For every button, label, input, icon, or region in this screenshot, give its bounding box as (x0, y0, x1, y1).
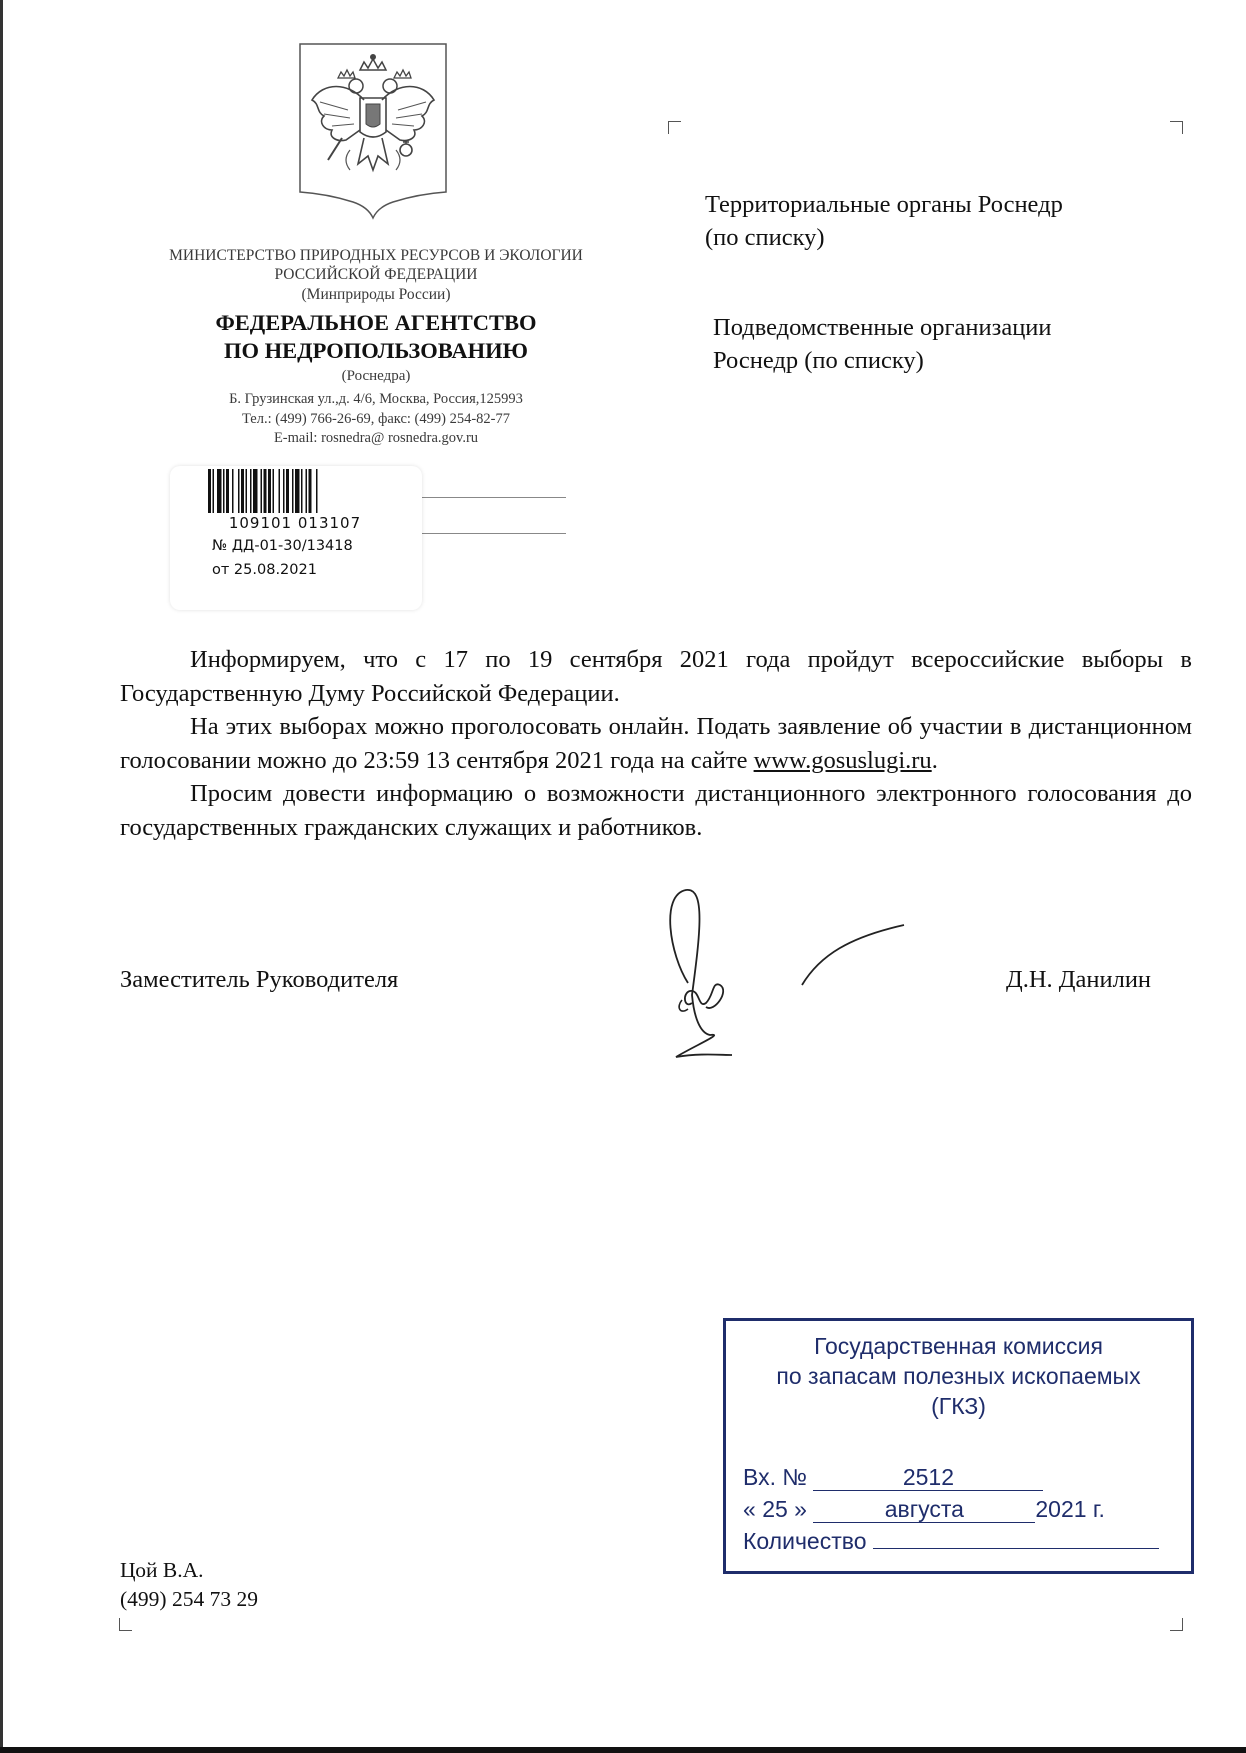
stamp-day-open-quote: « (743, 1496, 756, 1522)
stamp-quantity-label: Количество (743, 1528, 867, 1554)
coat-of-arms-emblem (298, 42, 448, 220)
address-corner-mark-top-left (668, 121, 681, 134)
agency-contacts (120, 390, 632, 449)
agency-email: E-mail: rosnedra@ rosnedra.gov.ru (273, 430, 479, 447)
stamp-title-line-3: (ГКЗ) (931, 1393, 986, 1419)
registration-sticker (170, 466, 422, 610)
stamp-incoming-label: Вх. № (743, 1464, 808, 1490)
agency-address: Б. Грузинская ул.,д. 4/6, Москва, Россия,125993 (229, 391, 523, 407)
addressee-2-line-1: Подведомственные организации (713, 314, 1052, 341)
ministry-short-name: (Минприроды России) (301, 285, 451, 303)
ministry-line-1: МИНИСТЕРСТВО ПРИРОДНЫХ РЕСУРСОВ И ЭКОЛОГИИ (169, 247, 583, 264)
stamp-quantity-row (743, 1526, 1159, 1556)
document-date: от 25.08.2021 (212, 562, 317, 578)
corner-mark-bottom-left (119, 1618, 132, 1631)
signer-name: Д.Н. Данилин (1006, 966, 1152, 993)
barcode-number: 109101 013107 (228, 514, 362, 532)
ministry-name (120, 246, 632, 304)
executor-name: Цой В.А. (120, 1558, 204, 1582)
addressee-subordinate-orgs (713, 312, 1052, 377)
executor-block (120, 1556, 258, 1613)
stamp-title-line-1: Государственная комиссия (814, 1333, 1103, 1359)
registration-line-1 (408, 497, 566, 498)
stamp-day-close-quote: » (794, 1496, 807, 1522)
body-paragraph-1: Информируем, что с 17 по 19 сентября 2021 года пройдут всероссийские выборы в Государственную Думу Российской Федерации. (120, 646, 1192, 707)
address-corner-mark-top-right (1170, 121, 1183, 134)
signer-position: Заместитель Руководителя (120, 966, 399, 993)
body-paragraph-2 (120, 710, 1192, 777)
stamp-quantity-value (873, 1548, 1159, 1549)
agency-name (120, 309, 632, 365)
stamp-year: 2021 г. (1035, 1496, 1105, 1522)
executor-phone: (499) 254 73 29 (120, 1586, 258, 1611)
stamp-title (726, 1331, 1191, 1421)
corner-mark-bottom-right (1170, 1618, 1183, 1631)
handwritten-signature (640, 885, 920, 1065)
stamp-day: 25 (762, 1496, 788, 1522)
scan-edge-left (0, 0, 3, 1753)
agency-line-2: ПО НЕДРОПОЛЬЗОВАНИЮ (224, 338, 528, 364)
stamp-incoming-number: 2512 (813, 1464, 1043, 1491)
agency-phone: Тел.: (499) 766-26-69, факс: (499) 254-82-77 (242, 410, 510, 427)
ministry-line-2: РОССИЙСКОЙ ФЕДЕРАЦИИ (274, 266, 478, 284)
body-paragraph-3: Просим довести информацию о возможности дистанционного электронного голосования до государственных гражданских служащих и работников. (120, 780, 1192, 841)
gosuslugi-link[interactable]: www.gosuslugi.ru (753, 746, 932, 774)
document-number: № ДД-01-30/13418 (212, 538, 353, 554)
letter-body (120, 643, 1192, 844)
stamp-incoming-number-row (743, 1462, 1043, 1492)
stamp-date-row (743, 1494, 1105, 1524)
addressee-2-line-2: Роснедр (по списку) (713, 346, 924, 374)
addressee-1-line-1: Территориальные органы Роснедр (705, 191, 1063, 218)
body-paragraph-2-text: На этих выборах можно проголосовать онлайн. Подать заявление об участии в дистанционном голосовании можно до 23:59 13 сентября 2021 года на сайте (120, 713, 1192, 774)
incoming-registration-stamp (723, 1318, 1194, 1574)
body-paragraph-2-end: . (931, 746, 938, 774)
stamp-title-line-2: по запасам полезных ископаемых (776, 1363, 1141, 1389)
addressee-1-line-2: (по списку) (705, 223, 825, 251)
registration-line-2 (408, 533, 566, 534)
stamp-month: августа (813, 1496, 1035, 1523)
scan-edge-bottom (0, 1747, 1246, 1753)
agency-short-name: (Роснедра) (341, 368, 411, 384)
agency-line-1: ФЕДЕРАЛЬНОЕ АГЕНТСТВО (215, 310, 537, 335)
addressee-territorial-bodies (705, 189, 1063, 254)
